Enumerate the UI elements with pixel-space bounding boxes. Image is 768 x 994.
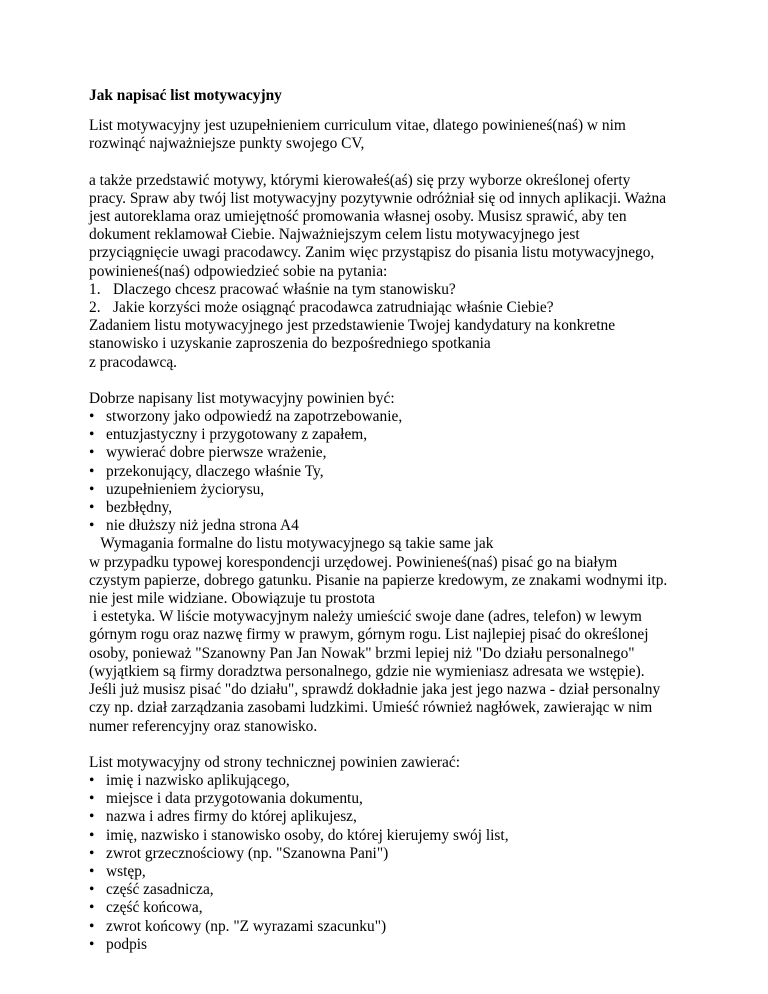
list-item xyxy=(89,881,729,899)
text-line: (wyjątkiem są firmy doradztwa personalnego, gdzie nie wymieniasz adresata we wstępie). xyxy=(89,662,645,680)
list-item-text: miejsce i data przygotowania dokumentu, xyxy=(106,790,363,808)
list-item xyxy=(89,463,729,481)
list1-heading: Dobrze napisany list motywacyjny powinien być: xyxy=(89,389,395,407)
list2-heading: List motywacyjny od strony technicznej powinien zawierać: xyxy=(89,753,460,771)
list-item-text: część końcowa, xyxy=(106,899,203,917)
question-item xyxy=(89,281,729,299)
list-item xyxy=(89,899,729,917)
bullet-icon: • xyxy=(89,444,95,462)
list-item xyxy=(89,517,729,535)
list-item xyxy=(89,790,729,808)
list-item-text: uzupełnieniem życiorysu, xyxy=(106,480,265,498)
text-line: powinieneś(naś) odpowiedzieć sobie na pytania: xyxy=(89,262,388,280)
list-item xyxy=(89,481,729,499)
text-line: czy np. dział zarządzania zasobami ludzkimi. Umieść również nagłówek, zawierając w nim xyxy=(89,699,653,717)
text-line: w przypadku typowej korespondencji urzędowej. Powinieneś(naś) pisać go na białym xyxy=(89,553,618,571)
bullet-icon: • xyxy=(89,862,95,880)
list-item-text: imię, nazwisko i stanowisko osoby, do której kierujemy swój list, xyxy=(106,826,509,844)
bullet-icon: • xyxy=(89,480,95,498)
paragraph-gap xyxy=(89,372,729,390)
bullet-icon: • xyxy=(89,462,95,480)
question-item xyxy=(89,299,729,317)
list-item-text: entuzjastyczny i przygotowany z zapałem, xyxy=(106,426,368,444)
list-item-text: bezbłędny, xyxy=(106,499,173,517)
text-line: stanowisko i uzyskanie zaproszenia do bezpośredniego spotkania xyxy=(89,335,491,353)
list-item-text: podpis xyxy=(106,935,148,953)
text-line: pracy. Spraw aby twój list motywacyjny pozytywnie odróżniał się od innych aplikacji. Ważna xyxy=(89,189,667,207)
list-item xyxy=(89,408,729,426)
text-line: rozwinąć najważniejsze punkty swojego CV, xyxy=(89,135,365,153)
bullet-icon: • xyxy=(89,771,95,789)
text-line: List motywacyjny jest uzupełnieniem curriculum vitae, dlatego powinieneś(naś) w nim xyxy=(89,117,626,135)
list-item-text: imię i nazwisko aplikującego, xyxy=(106,771,290,789)
list-item-text: zwrot grzecznościowy (np. "Szanowna Pani") xyxy=(106,844,389,862)
list-item xyxy=(89,863,729,881)
bullet-icon: • xyxy=(89,935,95,953)
text-line: nie jest mile widziane. Obowiązuje tu prostota xyxy=(89,590,375,608)
list-item-text: nie dłuższy niż jedna strona A4 xyxy=(106,517,299,535)
question-number: 1. xyxy=(89,280,101,298)
intro-paragraph xyxy=(89,117,729,153)
body-paragraph-3 xyxy=(89,535,729,735)
list-item-text: wstęp, xyxy=(106,862,146,880)
list-item xyxy=(89,426,729,444)
text-line: numer referencyjny oraz stanowisko. xyxy=(89,717,318,735)
text-line: Zadaniem listu motywacyjnego jest przedstawienie Twojej kandydatury na konkretne xyxy=(89,317,616,335)
question-text: Dlaczego chcesz pracować właśnie na tym stanowisku? xyxy=(113,280,456,298)
question-text: Jakie korzyści może osiągnąć pracodawca zatrudniając właśnie Ciebie? xyxy=(113,299,554,317)
qualities-list xyxy=(89,408,729,535)
list-item xyxy=(89,808,729,826)
text-line: górnym rogu oraz nazwę firmy w prawym, górnym rogu. List najlepiej pisać do określonej xyxy=(89,626,649,644)
bullet-icon: • xyxy=(89,517,95,535)
text-line: przyciągnięcie uwagi pracodawcy. Zanim więc przystąpisz do pisania listu motywacyjnego, xyxy=(89,244,655,262)
list-item xyxy=(89,936,729,954)
bullet-icon: • xyxy=(89,408,95,426)
bullet-icon: • xyxy=(89,844,95,862)
text-line: z pracodawcą. xyxy=(89,353,178,371)
bullet-icon: • xyxy=(89,826,95,844)
bullet-icon: • xyxy=(89,808,95,826)
text-line: Jeśli już musisz pisać "do działu", sprawdź dokładnie jaka jest jego nazwa - dział personalny xyxy=(89,681,661,699)
contents-list xyxy=(89,772,729,954)
body-paragraph-2 xyxy=(89,317,729,372)
document-page xyxy=(89,87,729,954)
list-item-text: przekonujący, dlaczego właśnie Ty, xyxy=(106,462,324,480)
list-item-text: część zasadnicza, xyxy=(106,881,214,899)
text-line: dokument reklamował Ciebie. Najważniejszym celem listu motywacyjnego jest xyxy=(89,226,580,244)
paragraph-gap xyxy=(89,736,729,754)
list-item xyxy=(89,499,729,517)
text-line: czystym papierze, dobrego gatunku. Pisanie na papierze kredowym, ze znakami wodnymi itp. xyxy=(89,571,668,589)
list-item-text: zwrot końcowy (np. "Z wyrazami szacunku") xyxy=(106,917,387,935)
bullet-icon: • xyxy=(89,899,95,917)
list-item xyxy=(89,845,729,863)
document-title: Jak napisać list motywacyjny xyxy=(89,87,282,104)
list-item xyxy=(89,918,729,936)
list-item-text: stworzony jako odpowiedź na zapotrzebowanie, xyxy=(106,408,403,426)
questions-list xyxy=(89,281,729,317)
bullet-icon: • xyxy=(89,917,95,935)
body-paragraph-1 xyxy=(89,172,729,281)
question-number: 2. xyxy=(89,299,101,317)
bullet-icon: • xyxy=(89,790,95,808)
bullet-icon: • xyxy=(89,499,95,517)
list-item-text: nazwa i adres firmy do której aplikujesz, xyxy=(106,808,357,826)
list-item-text: wywierać dobre pierwsze wrażenie, xyxy=(106,444,327,462)
paragraph-gap xyxy=(89,154,729,172)
list-item xyxy=(89,827,729,845)
text-line: osoby, ponieważ "Szanowny Pan Jan Nowak" brzmi lepiej niż "Do działu personalnego" xyxy=(89,644,635,662)
text-line: i estetyka. W liście motywacyjnym należy umieścić swoje dane (adres, telefon) w lewym xyxy=(89,608,642,626)
text-line: jest autoreklama oraz umiejętność promowania własnej osoby. Musisz sprawić, aby ten xyxy=(89,208,627,226)
list-item xyxy=(89,772,729,790)
text-line: a także przedstawić motywy, którymi kierowałeś(aś) się przy wyborze określonej oferty xyxy=(89,171,631,189)
text-line: Wymagania formalne do listu motywacyjnego są takie same jak xyxy=(89,535,494,553)
bullet-icon: • xyxy=(89,426,95,444)
bullet-icon: • xyxy=(89,881,95,899)
list-item xyxy=(89,444,729,462)
